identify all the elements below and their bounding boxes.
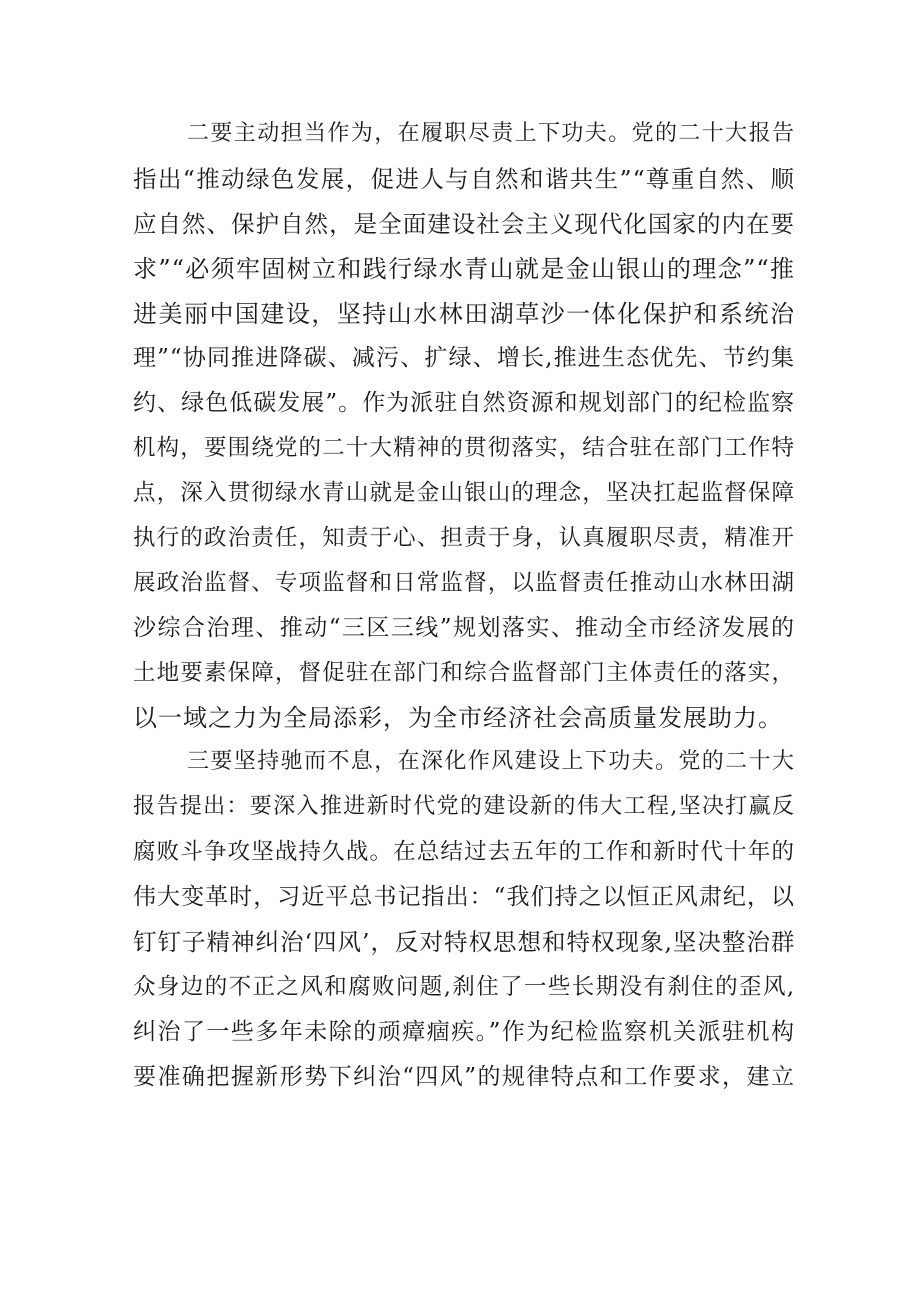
text-line: 腐败斗争攻坚战持久战。在总结过去五年的工作和新时代十年的 (133, 839, 795, 866)
text-line: 理”“协同推进降碳、减污、扩绿、增长,推进生态优先、节约集 (133, 345, 795, 372)
text-line: 应自然、保护自然，是全面建设社会主义现代化国家的内在要 (133, 209, 795, 238)
text-line: 二要主动担当作为，在履职尽责上下功夫。党的二十大报告 (187, 121, 795, 146)
body-text (133, 112, 795, 1100)
text-line: 以一域之力为全局添彩，为全市经济社会高质量发展助力。 (133, 703, 783, 732)
text-line: 伟大变革时，习近平总书记指出：“我们持之以恒正风肃纪，以 (133, 884, 795, 911)
text-line: 众身边的不正之风和腐败问题,刹住了一些长期没有刹住的歪风, (133, 973, 795, 1000)
text-line: 进美丽中国建设，坚持山水林田湖草沙一体化保护和系统治 (133, 299, 795, 328)
text-line: 钉钉子精神纠治‘四风’，反对特权思想和特权现象,坚决整治群 (133, 928, 796, 957)
text-line: 展政治监督、专项监督和日常监督，以监督责任推动山水林田湖 (133, 569, 795, 596)
text-line: 求”“必须牢固树立和践行绿水青山就是金山银山的理念”“推 (133, 254, 795, 283)
text-line: 土地要素保障，督促驻在部门和综合监督部门主体责任的落实， (133, 659, 795, 686)
text-line: 报告提出：要深入推进新时代党的建设新的伟大工程,坚决打赢反 (133, 794, 795, 820)
text-line: 执行的政治责任，知责于心、担责于身，认真履职尽责，精准开 (133, 525, 795, 552)
paragraph-2 (133, 112, 795, 740)
text-line: 沙综合治理、推动“三区三线”规划落实、推动全市经济发展的 (133, 614, 795, 641)
text-line: 三要坚持驰而不息，在深化作风建设上下功夫。党的二十大 (187, 749, 795, 775)
text-line: 要准确把握新形势下纠治“四风”的规律特点和工作要求，建立 (133, 1063, 795, 1090)
text-line: 约、绿色低碳发展”。作为派驻自然资源和规划部门的纪检监察 (133, 390, 795, 417)
text-line: 机构，要围绕党的二十大精神的贯彻落实，结合驻在部门工作特 (133, 435, 795, 462)
text-line: 指出“推动绿色发展，促进人与自然和谐共生”“尊重自然、顺 (133, 164, 795, 193)
text-line: 纠治了一些多年未除的顽瘴痼疾。”作为纪检监察机关派驻机构 (133, 1018, 795, 1045)
text-line: 点，深入贯彻绿水青山就是金山银山的理念，坚决扛起监督保障 (133, 480, 795, 507)
paragraph-3 (133, 740, 795, 1099)
